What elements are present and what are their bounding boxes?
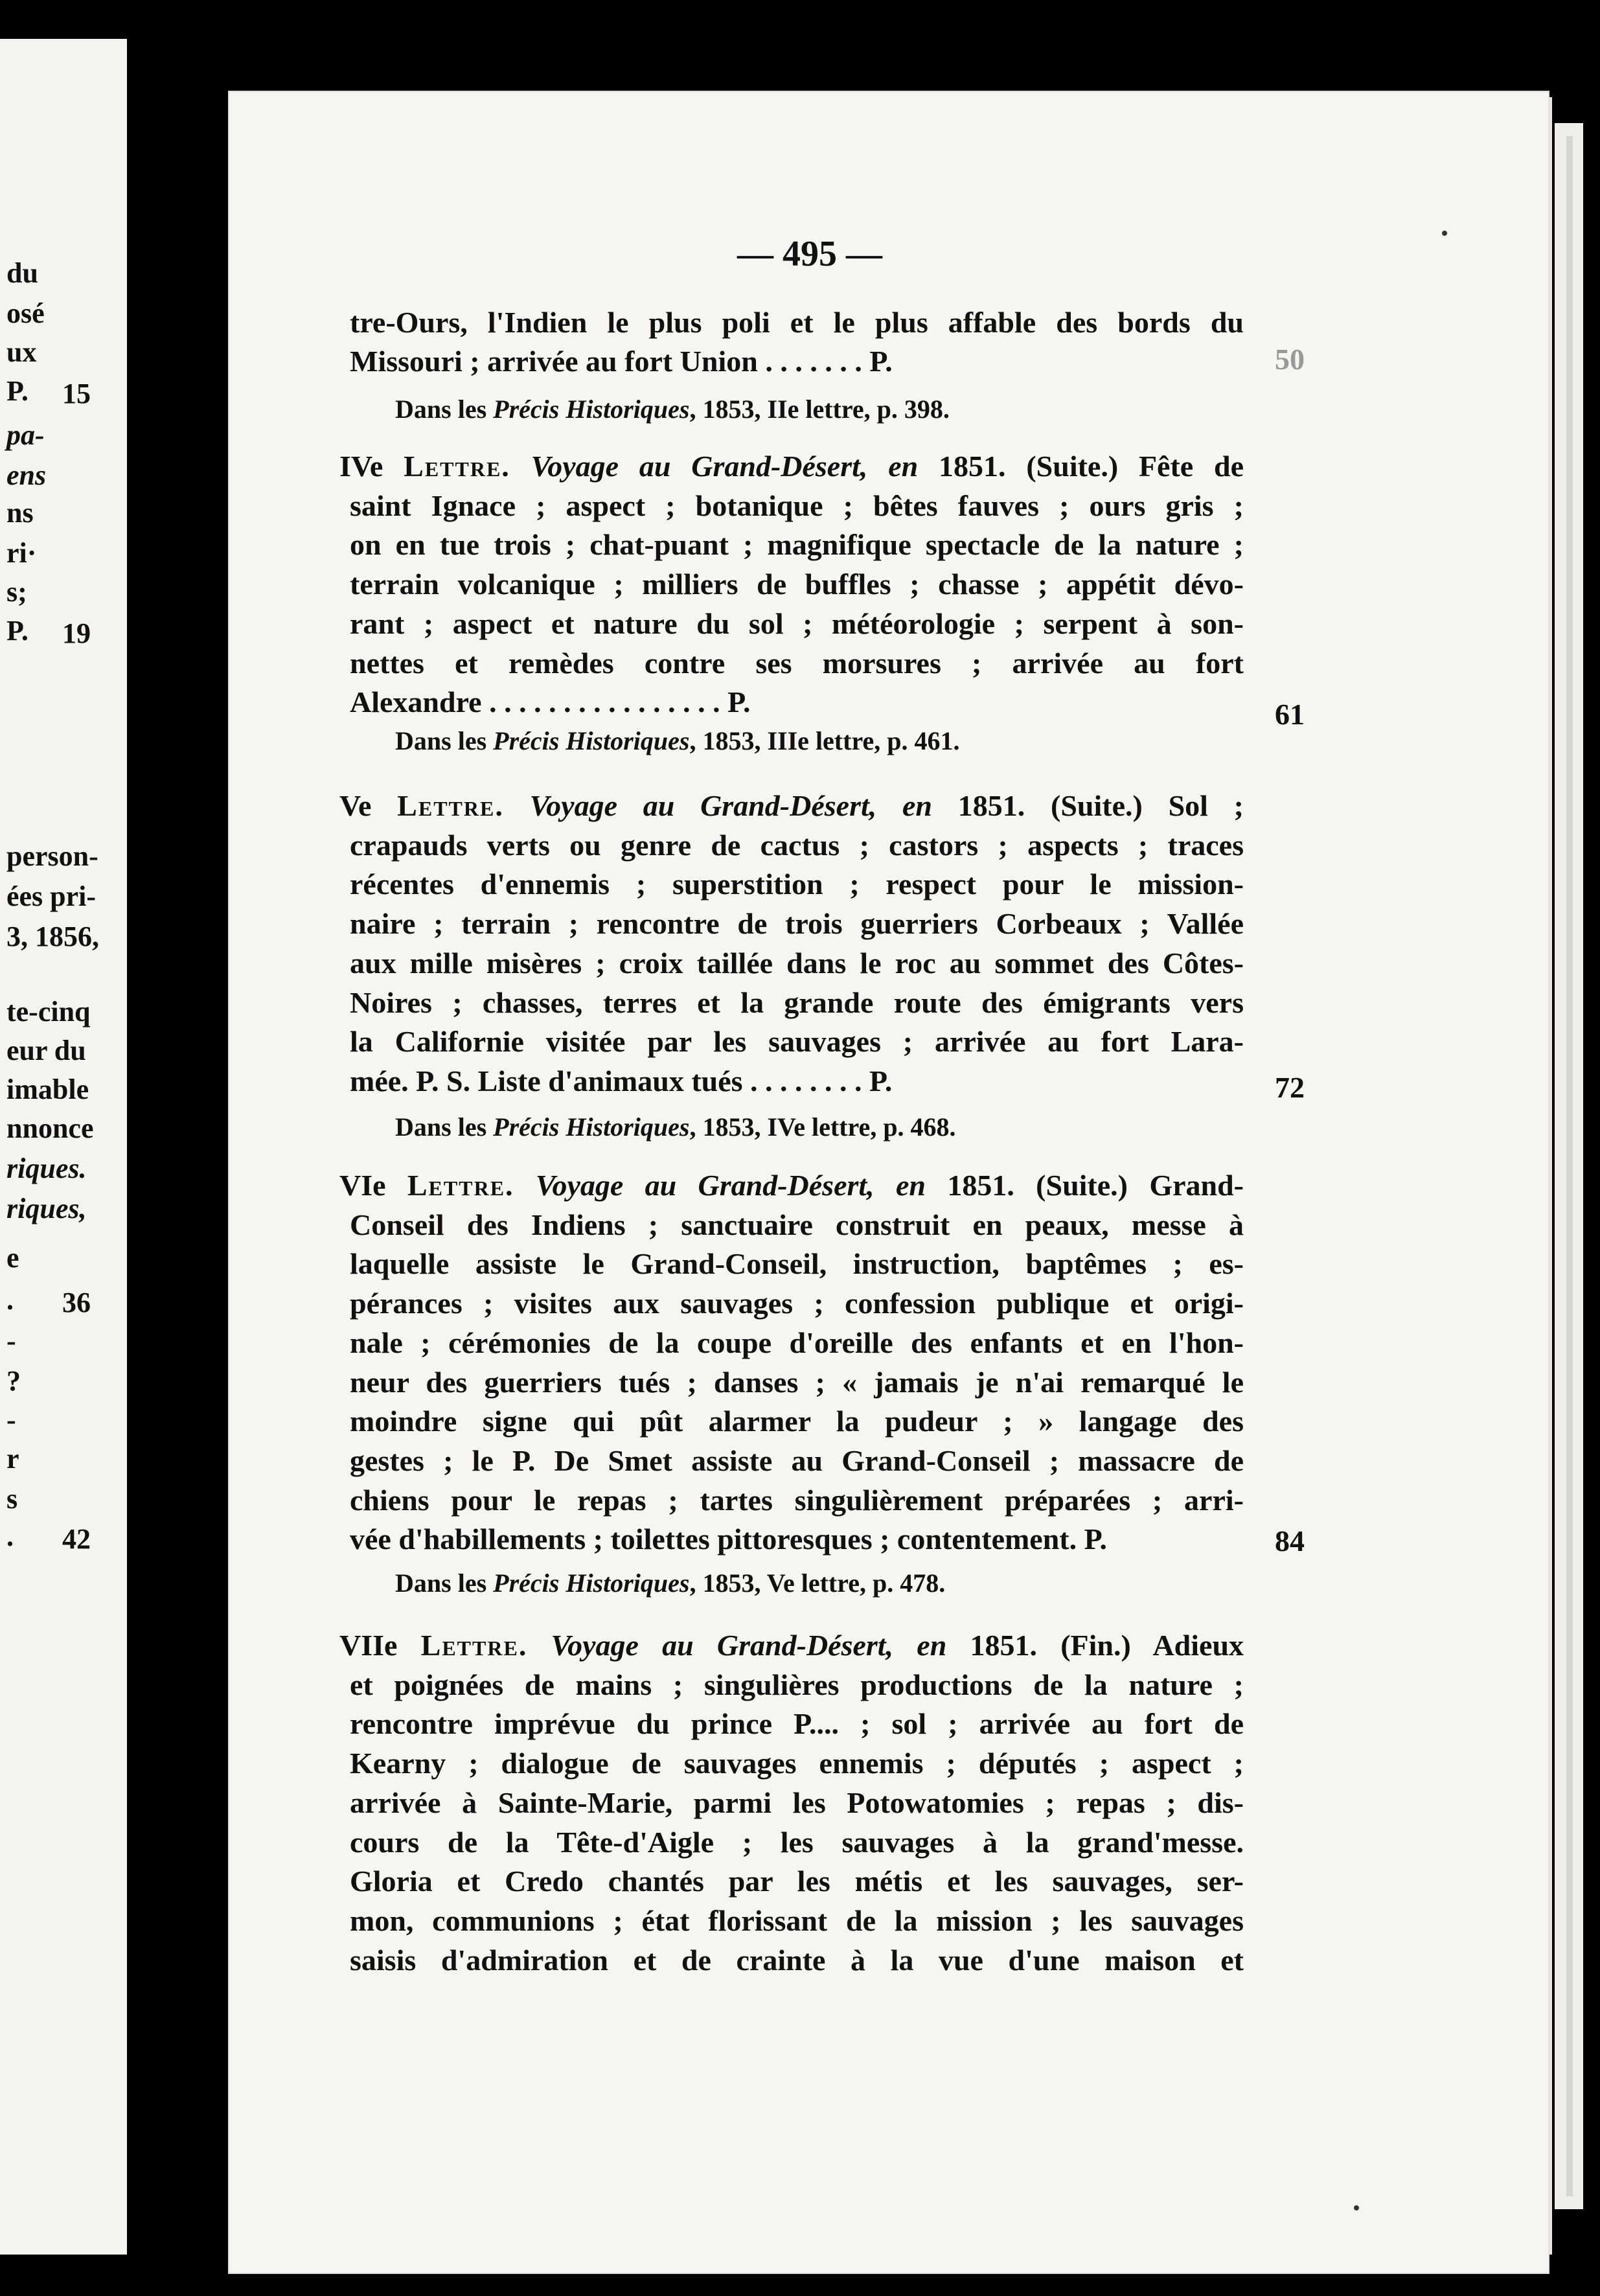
page-reference-number: 50 — [1275, 343, 1305, 376]
publication-reference — [395, 1112, 956, 1142]
letter-text-line: la Californie visitée par les sauvages ; arrivée au fort Lara- — [350, 1025, 1244, 1059]
previous-page-line: P. — [6, 615, 29, 647]
reference-prefix: Dans les — [395, 395, 494, 424]
letter-text-line: Kearny ; dialogue de sauvages ennemis ; députés ; aspect ; — [350, 1747, 1244, 1780]
letter-title: Voyage au Grand-Désert, en — [551, 1629, 947, 1662]
previous-page-line: te-cinq — [6, 996, 91, 1027]
letter-numeral: VIIe — [339, 1629, 398, 1662]
letter-text-line: aux mille misères ; croix taillée dans le roc au sommet des Côtes- — [350, 946, 1244, 980]
previous-page-number: 19 — [62, 617, 91, 649]
previous-page-line: eur du — [6, 1035, 86, 1066]
letter-text-line: vée d'habillements ; toilettes pittoresques ; contentement. P. — [350, 1522, 1108, 1556]
letter-text-line: mon, communions ; état florissant de la mission ; les sauvages — [350, 1903, 1244, 1937]
letter-text-line: on en tue trois ; chat-puant ; magnifique spectacle de la nature ; — [350, 528, 1244, 562]
letter-text-line: saisis d'admiration et de crainte à la vue d'une maison et — [350, 1943, 1244, 1977]
previous-page-line: s — [6, 1483, 18, 1515]
letter-text-line: naire ; terrain ; rencontre de trois guerriers Corbeaux ; Vallée — [350, 907, 1244, 941]
previous-page-line: riques. — [6, 1153, 87, 1184]
ink-speck — [1442, 231, 1447, 236]
letter-text-line: Gloria et Credo chantés par les métis et les sauvages, ser- — [350, 1865, 1244, 1898]
letter-numeral: Ve — [339, 789, 372, 822]
letter-year: 1851. — [957, 789, 1025, 822]
previous-page-number: 15 — [62, 378, 91, 409]
reference-prefix: Dans les — [395, 726, 494, 755]
letter-label: Lettre. — [397, 789, 504, 822]
previous-page-line: imable — [6, 1073, 89, 1105]
letter-numeral: VIe — [339, 1169, 386, 1202]
letter-text-line: moindre signe qui pût alarmer la pudeur ; » langage des — [350, 1405, 1244, 1438]
letter-text-line: (Suite.) Sol ; — [1051, 789, 1244, 822]
letter-label: Lettre. — [420, 1629, 528, 1662]
previous-page-line: ux — [6, 336, 37, 368]
previous-page-fragment — [0, 39, 127, 2255]
letter-year: 1851. — [939, 450, 1006, 483]
letter-text-line: chiens pour le repas ; tartes singulièrement préparées ; arri- — [350, 1483, 1244, 1517]
letter-text-line: Alexandre . . . . . . . . . . . . . . . . P. — [350, 685, 751, 719]
letter-text-line: pérances ; visites aux sauvages ; confession publique et origi- — [350, 1287, 1244, 1320]
previous-page-line: - — [6, 1325, 16, 1357]
page-number: — 495 — — [737, 234, 882, 274]
letter-heading — [339, 447, 1244, 487]
page-reference-number: 84 — [1275, 1524, 1305, 1557]
letter-text-line: arrivée à Sainte-Marie, parmi les Potowatomies ; repas ; dis- — [350, 1785, 1244, 1819]
letter-text-line: cours de la Tête-d'Aigle ; les sauvages à la grand'messe. — [350, 1825, 1244, 1859]
previous-page-line: ens — [6, 459, 47, 491]
reference-journal: Précis Historiques — [493, 1112, 690, 1142]
letter-title: Voyage au Grand-Désert, en — [529, 789, 932, 822]
previous-page-line: person- — [6, 840, 98, 872]
letter-title: Voyage au Grand-Désert, en — [531, 450, 919, 483]
previous-page-line: ? — [6, 1365, 21, 1397]
letter-text-line: saint Ignace ; aspect ; botanique ; bêtes fauves ; ours gris ; — [350, 488, 1244, 522]
previous-page-line: nnonce — [6, 1112, 94, 1144]
page-reference-number: 61 — [1275, 698, 1305, 731]
letter-text-line: neur des guerriers tués ; danses ; « jamais je n'ai remarqué le — [350, 1365, 1244, 1399]
previous-page-line: r — [6, 1443, 19, 1475]
previous-page-line: - — [6, 1404, 16, 1436]
letter-text-line: rant ; aspect et nature du sol ; météorologie ; serpent à son- — [350, 606, 1244, 640]
reference-journal: Précis Historiques — [493, 395, 690, 424]
letter-text-line: terrain volcanique ; milliers de buffles ; chasse ; appétit dévo- — [350, 568, 1244, 601]
previous-page-number: 42 — [62, 1523, 91, 1555]
letter-heading — [339, 1166, 1244, 1206]
previous-page-line: s; — [6, 576, 27, 608]
previous-page-number: 36 — [62, 1287, 91, 1318]
previous-page-line: e — [6, 1242, 19, 1274]
publication-reference — [395, 726, 959, 756]
publication-reference — [395, 1568, 945, 1598]
letter-text-line: crapauds verts ou genre de cactus ; castors ; aspects ; traces — [350, 828, 1244, 862]
letter-numeral: IVe — [339, 450, 383, 483]
previous-page-line: . — [6, 1521, 14, 1552]
letter-text-line: (Suite.) Grand- — [1036, 1169, 1244, 1202]
continuation-line: tre-Ours, l'Indien le plus poli et le plus affable des bords du — [350, 306, 1244, 339]
previous-page-line: ns — [6, 497, 34, 529]
previous-page-line: riques, — [6, 1193, 87, 1224]
reference-suffix: , 1853, IIIe lettre, p. 461. — [689, 726, 960, 755]
letter-text-line: rencontre imprévue du prince P.... ; sol ; arrivée au fort de — [350, 1707, 1244, 1741]
previous-page-line: pa- — [6, 419, 45, 451]
ink-speck — [1354, 2205, 1359, 2210]
reference-prefix: Dans les — [395, 1568, 494, 1598]
previous-page-line: ri· — [6, 537, 37, 569]
letter-label: Lettre. — [407, 1169, 514, 1202]
letter-text-line: laquelle assiste le Grand-Conseil, instruction, baptêmes ; es- — [350, 1247, 1244, 1281]
letter-label: Lettre. — [404, 450, 510, 483]
letter-text-line: nettes et remèdes contre ses morsures ; arrivée au fort — [350, 646, 1244, 680]
letter-heading — [339, 786, 1244, 826]
reference-prefix: Dans les — [395, 1112, 494, 1142]
letter-title: Voyage au Grand-Désert, en — [535, 1169, 926, 1202]
previous-page-line: 3, 1856, — [6, 921, 99, 952]
letter-year: 1851. — [947, 1169, 1014, 1202]
continuation-line: Missouri ; arrivée au fort Union . . . . . . . P. — [350, 345, 893, 378]
letter-text-line: Conseil des Indiens ; sanctuaire construit en peaux, messe à — [350, 1208, 1244, 1241]
letter-text-line: (Suite.) Fête de — [1026, 450, 1244, 483]
letter-text-line: mée. P. S. Liste d'animaux tués . . . . . . . . P. — [350, 1064, 893, 1097]
letter-text-line: (Fin.) Adieux — [1060, 1629, 1244, 1662]
previous-page-line: osé — [6, 297, 45, 329]
reference-suffix: , 1853, IVe lettre, p. 468. — [689, 1112, 956, 1142]
letter-heading — [339, 1626, 1244, 1666]
page-edge — [1566, 136, 1573, 2196]
reference-suffix: , 1853, Ve lettre, p. 478. — [689, 1568, 946, 1598]
letter-text-line: gestes ; le P. De Smet assiste au Grand-Conseil ; massacre de — [350, 1443, 1244, 1477]
letter-text-line: nale ; cérémonies de la coupe d'oreille des enfants et en l'hon- — [350, 1326, 1244, 1359]
previous-page-line: du — [6, 257, 38, 289]
previous-page-line: ées pri- — [6, 880, 97, 912]
publication-reference — [395, 394, 950, 424]
reference-journal: Précis Historiques — [493, 726, 690, 755]
letter-text-line: Noires ; chasses, terres et la grande route des émigrants vers — [350, 985, 1244, 1019]
previous-page-line: . — [6, 1284, 14, 1316]
reference-journal: Précis Historiques — [493, 1568, 690, 1598]
reference-suffix: , 1853, IIe lettre, p. 398. — [689, 395, 950, 424]
letter-year: 1851. — [970, 1629, 1037, 1662]
page-reference-number: 72 — [1275, 1071, 1305, 1104]
letter-text-line: et poignées de mains ; singulières productions de la nature ; — [350, 1668, 1244, 1701]
letter-text-line: récentes d'ennemis ; superstition ; respect pour le mission- — [350, 867, 1244, 901]
previous-page-line: P. — [6, 375, 29, 407]
